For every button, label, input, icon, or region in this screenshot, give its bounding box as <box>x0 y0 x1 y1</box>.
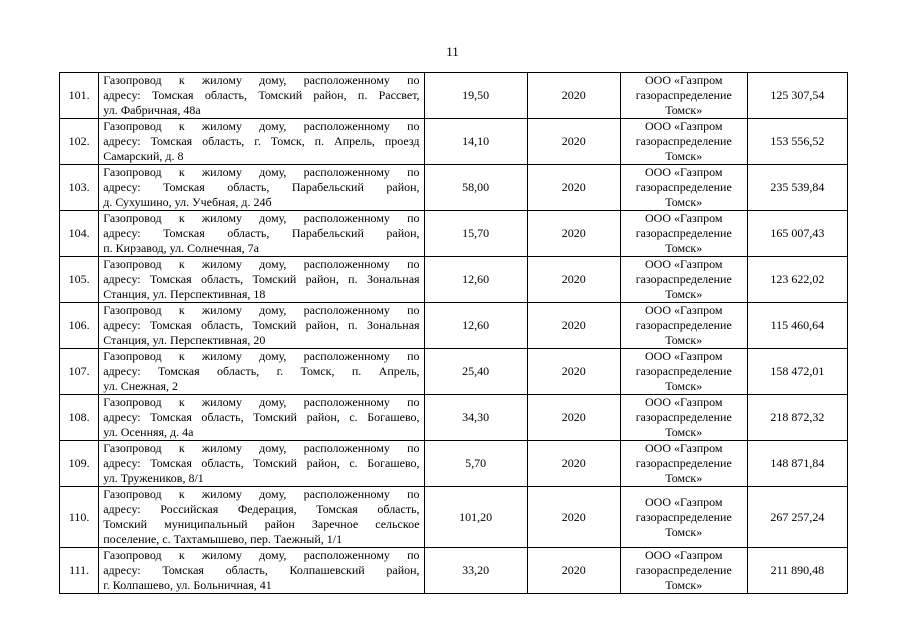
owner-cell <box>620 349 747 395</box>
length-cell: 33,20 <box>424 548 527 594</box>
row-number-cell: 104. <box>60 211 99 257</box>
description-line: Газопровод к жилому дому, расположенному по <box>103 211 420 225</box>
length-cell: 34,30 <box>424 395 527 441</box>
owner-line: газораспределение <box>635 318 732 332</box>
owner-line: ООО «Газпром <box>645 395 723 409</box>
description-cell <box>99 165 424 211</box>
table-row <box>60 165 848 211</box>
description-line: Газопровод к жилому дому, расположенному по <box>103 548 420 562</box>
owner-line: газораспределение <box>635 364 732 378</box>
description-line: ул. Тружеников, 8/1 <box>103 471 204 485</box>
cost-cell: 153 556,52 <box>747 119 847 165</box>
table-row <box>60 303 848 349</box>
description-line: п. Кирзавод, ул. Солнечная, 7а <box>103 241 260 255</box>
owner-cell <box>620 165 747 211</box>
length-cell: 15,70 <box>424 211 527 257</box>
length-cell: 12,60 <box>424 257 527 303</box>
description-line: адресу: Томская область, Парабельский район, <box>103 180 420 194</box>
owner-cell <box>620 119 747 165</box>
table-row <box>60 349 848 395</box>
table-row <box>60 73 848 119</box>
description-line: д. Сухушино, ул. Учебная, д. 24б <box>103 195 272 209</box>
owner-line: газораспределение <box>635 272 732 286</box>
length-cell: 25,40 <box>424 349 527 395</box>
description-line: адресу: Томская область, г. Томск, п. Апрель, <box>103 364 420 378</box>
owner-line: Томск» <box>665 524 703 539</box>
description-cell <box>99 211 424 257</box>
owner-line: ООО «Газпром <box>645 441 723 455</box>
description-line: адресу: Томская область, Томский район, с. Богашево, <box>103 456 420 470</box>
owner-cell <box>620 487 747 548</box>
owner-cell <box>620 211 747 257</box>
owner-cell <box>620 257 747 303</box>
owner-line: ООО «Газпром <box>645 73 723 87</box>
cost-cell: 148 871,84 <box>747 441 847 487</box>
owner-line: Томск» <box>665 471 703 485</box>
description-cell <box>99 487 424 548</box>
row-number-cell: 110. <box>60 487 99 548</box>
description-line: Газопровод к жилому дому, расположенному по <box>103 73 420 87</box>
description-cell <box>99 73 424 119</box>
description-cell <box>99 548 424 594</box>
year-cell: 2020 <box>527 395 620 441</box>
description-line: Самарский, д. 8 <box>103 149 184 163</box>
cost-cell: 115 460,64 <box>747 303 847 349</box>
table-row <box>60 257 848 303</box>
cost-cell: 165 007,43 <box>747 211 847 257</box>
description-line: адресу: Томская область, Парабельский район, <box>103 226 420 240</box>
row-number-cell: 105. <box>60 257 99 303</box>
description-line: адресу: Томская область, Томский район, п. Рассвет, <box>103 88 420 102</box>
table-row <box>60 441 848 487</box>
length-cell: 19,50 <box>424 73 527 119</box>
owner-line: ООО «Газпром <box>645 303 723 317</box>
description-line: адресу: Томская область, Томский район, п. Зональная <box>103 318 420 332</box>
gas-pipeline-table <box>59 72 848 594</box>
description-line: г. Колпашево, ул. Больничная, 41 <box>103 578 272 592</box>
cost-cell: 125 307,54 <box>747 73 847 119</box>
table-body <box>60 73 848 594</box>
description-line: адресу: Томская область, Томский район, п. Зональная <box>103 272 420 286</box>
owner-line: Томск» <box>665 425 703 439</box>
row-number-cell: 103. <box>60 165 99 211</box>
table-row <box>60 487 848 548</box>
owner-line: Томск» <box>665 287 703 301</box>
owner-line: газораспределение <box>635 180 732 194</box>
row-number-cell: 108. <box>60 395 99 441</box>
description-line: ул. Снежная, 2 <box>103 379 179 393</box>
owner-line: Томск» <box>665 241 703 255</box>
owner-line: ООО «Газпром <box>645 119 723 133</box>
owner-line: газораспределение <box>635 563 732 577</box>
description-line: Газопровод к жилому дому, расположенному по <box>103 395 420 409</box>
description-line: ул. Осенняя, д. 4а <box>103 425 194 439</box>
owner-line: Томск» <box>665 578 703 592</box>
owner-line: газораспределение <box>635 88 732 102</box>
description-cell <box>99 119 424 165</box>
owner-line: газораспределение <box>635 134 732 148</box>
page-number: 11 <box>446 44 459 59</box>
length-cell: 5,70 <box>424 441 527 487</box>
description-line: Газопровод к жилому дому, расположенному по <box>103 257 420 271</box>
owner-line: газораспределение <box>635 410 732 424</box>
owner-line: ООО «Газпром <box>645 257 723 271</box>
year-cell: 2020 <box>527 257 620 303</box>
description-line: Газопровод к жилому дому, расположенному по <box>103 303 420 317</box>
row-number-cell: 109. <box>60 441 99 487</box>
year-cell: 2020 <box>527 303 620 349</box>
cost-cell: 267 257,24 <box>747 487 847 548</box>
year-cell: 2020 <box>527 211 620 257</box>
row-number-cell: 102. <box>60 119 99 165</box>
description-line: Газопровод к жилому дому, расположенному по <box>103 119 420 133</box>
cost-cell: 235 539,84 <box>747 165 847 211</box>
description-line: Станция, ул. Перспективная, 20 <box>103 333 266 347</box>
description-line: Газопровод к жилому дому, расположенному по <box>103 441 420 455</box>
owner-line: Томск» <box>665 333 703 347</box>
description-cell <box>99 257 424 303</box>
table-row <box>60 119 848 165</box>
year-cell: 2020 <box>527 165 620 211</box>
table-row <box>60 548 848 594</box>
row-number-cell: 101. <box>60 73 99 119</box>
description-line: Газопровод к жилому дому, расположенному по <box>103 487 420 501</box>
description-line: Газопровод к жилому дому, расположенному по <box>103 349 420 363</box>
owner-line: Томск» <box>665 103 703 117</box>
owner-line: Томск» <box>665 379 703 393</box>
owner-cell <box>620 73 747 119</box>
table-row <box>60 395 848 441</box>
cost-cell: 158 472,01 <box>747 349 847 395</box>
description-cell <box>99 395 424 441</box>
owner-line: газораспределение <box>635 226 732 240</box>
description-line: ул. Фабричная, 48а <box>103 103 201 117</box>
description-line: Газопровод к жилому дому, расположенному по <box>103 165 420 179</box>
owner-cell <box>620 548 747 594</box>
owner-cell <box>620 303 747 349</box>
year-cell: 2020 <box>527 548 620 594</box>
cost-cell: 123 622,02 <box>747 257 847 303</box>
row-number-cell: 111. <box>60 548 99 594</box>
description-cell <box>99 441 424 487</box>
description-line: адресу: Томская область, Колпашевский район, <box>103 563 420 577</box>
description-line: адресу: Томская область, г. Томск, п. Апрель, проезд <box>103 134 420 148</box>
year-cell: 2020 <box>527 73 620 119</box>
owner-line: Томск» <box>665 195 703 209</box>
description-cell <box>99 303 424 349</box>
owner-line: ООО «Газпром <box>645 349 723 363</box>
description-line: поселение, с. Тахтамышево, пер. Таежный, 1/1 <box>103 532 343 546</box>
description-line: Томский муниципальный район Заречное сельское <box>103 517 420 531</box>
cost-cell: 218 872,32 <box>747 395 847 441</box>
description-cell <box>99 349 424 395</box>
cost-cell: 211 890,48 <box>747 548 847 594</box>
year-cell: 2020 <box>527 441 620 487</box>
owner-line: ООО «Газпром <box>645 211 723 225</box>
length-cell: 14,10 <box>424 119 527 165</box>
year-cell: 2020 <box>527 349 620 395</box>
owner-line: ООО «Газпром <box>645 165 723 179</box>
owner-line: ООО «Газпром <box>645 494 723 509</box>
description-line: Станция, ул. Перспективная, 18 <box>103 287 266 301</box>
description-line: адресу: Томская область, Томский район, с. Богашево, <box>103 410 420 424</box>
owner-line: газораспределение <box>635 509 732 524</box>
length-cell: 58,00 <box>424 165 527 211</box>
owner-line: ООО «Газпром <box>645 548 723 562</box>
description-line: адресу: Российская Федерация, Томская область, <box>103 502 420 516</box>
year-cell: 2020 <box>527 487 620 548</box>
year-cell: 2020 <box>527 119 620 165</box>
length-cell: 101,20 <box>424 487 527 548</box>
owner-line: Томск» <box>665 149 703 163</box>
owner-cell <box>620 395 747 441</box>
row-number-cell: 106. <box>60 303 99 349</box>
length-cell: 12,60 <box>424 303 527 349</box>
row-number-cell: 107. <box>60 349 99 395</box>
owner-cell <box>620 441 747 487</box>
owner-line: газораспределение <box>635 456 732 470</box>
table-row <box>60 211 848 257</box>
